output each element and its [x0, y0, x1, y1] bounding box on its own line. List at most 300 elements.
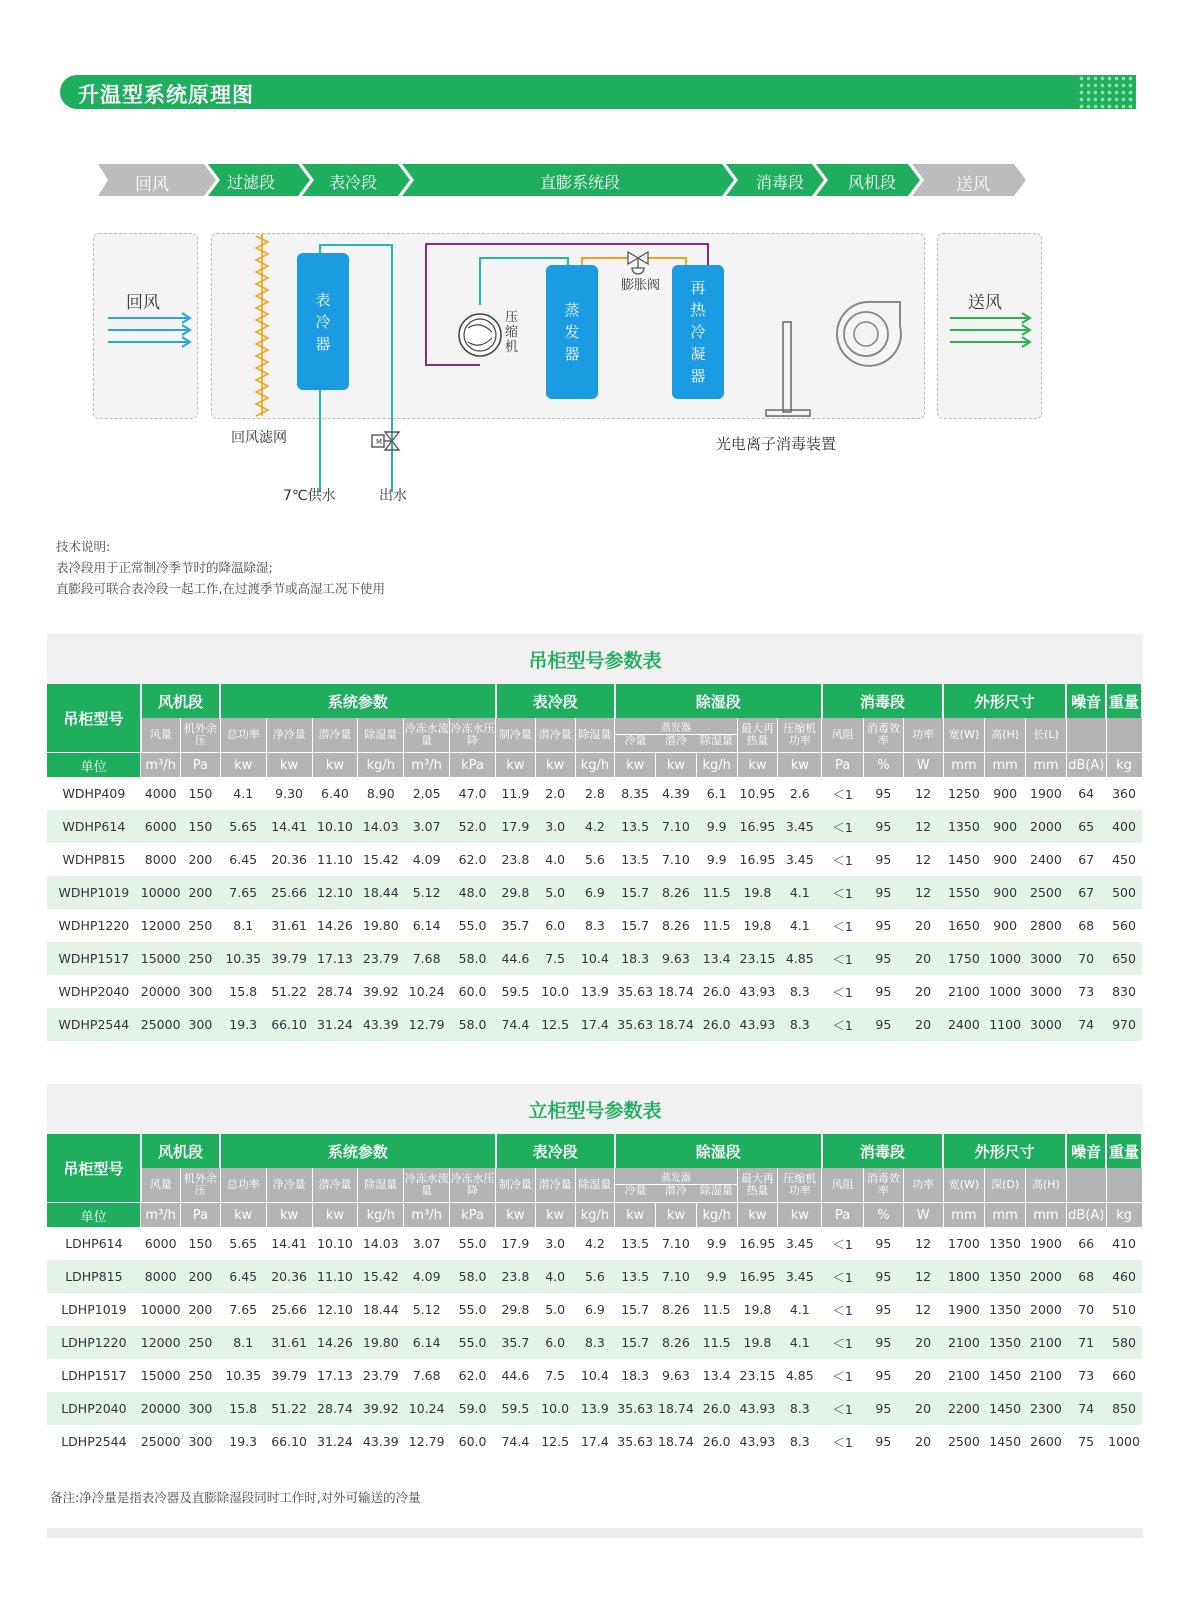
value-cell: 15.7: [621, 918, 650, 933]
condenser-char: 热: [690, 301, 706, 319]
value-cell: 4.0: [535, 1260, 575, 1293]
unit-cell: kw: [737, 1203, 778, 1228]
model-cell: LDHP2040: [47, 1392, 141, 1425]
value-cell: 7.5: [535, 942, 575, 975]
value-cell: 28.74: [312, 1392, 358, 1425]
unit-cell: kw: [220, 753, 266, 778]
value-cell: 8.3: [789, 1434, 810, 1449]
value-cell: 18.74: [658, 984, 694, 999]
table-row: [47, 909, 1142, 942]
condenser-char: 器: [690, 367, 706, 385]
value-cell: 6000: [141, 810, 181, 843]
value-cell: 18.74: [656, 1008, 697, 1041]
table-row: [47, 810, 1142, 843]
compressor-char: 缩: [505, 325, 519, 340]
evap-sub-row: [615, 1185, 736, 1197]
param-table: [47, 684, 1143, 1041]
sub-header: 除湿量: [358, 718, 404, 753]
value-cell: ＜1: [822, 810, 864, 843]
value-cell: 31.24: [317, 1434, 353, 1449]
evap-group-label: 蒸发器: [615, 1173, 736, 1185]
value-cell: 5.65: [220, 810, 266, 843]
value-cell: 55.0: [458, 1302, 487, 1317]
unit-cell: mm: [985, 1203, 1026, 1228]
value-cell: 70: [1066, 942, 1106, 975]
model-header: 吊柜型号: [47, 1134, 141, 1203]
value-cell: 16.95: [737, 810, 778, 843]
value-cell: 4.1: [789, 1302, 810, 1317]
sub-header: 冷冻水压降: [450, 1168, 496, 1203]
value-cell: 31.24: [312, 1008, 358, 1041]
value-cell: 7.68: [404, 942, 450, 975]
evaporator-char: 蒸: [564, 301, 580, 319]
value-cell: 900: [993, 918, 1018, 933]
unit-cell: m³/h: [404, 1203, 450, 1228]
model-cell: WDHP2544: [47, 1008, 141, 1041]
value-cell: 1350: [985, 1260, 1026, 1293]
group-noise: 噪音: [1066, 1134, 1106, 1168]
unit-cell: mm: [985, 753, 1026, 778]
value-cell: 7.10: [656, 810, 697, 843]
evap-sub-row: [615, 735, 736, 747]
value-cell: 25.66: [266, 876, 312, 909]
value-cell: 10.24: [404, 1392, 450, 1425]
value-cell: 900: [985, 876, 1026, 909]
unit-cell: kg: [1106, 753, 1142, 778]
value-cell: 250: [188, 1368, 213, 1383]
value-cell: 200: [181, 1260, 221, 1293]
diagram-lines: [0, 0, 1190, 520]
value-cell: 15.7: [615, 876, 656, 909]
value-cell: 150: [188, 786, 213, 801]
value-cell: 400: [1106, 810, 1142, 843]
group-weight: 重量: [1106, 1134, 1142, 1168]
value-cell: 39.79: [266, 942, 312, 975]
value-cell: 8.3: [584, 918, 605, 933]
value-cell: 35.63: [617, 984, 654, 999]
value-cell: 20: [903, 1008, 943, 1041]
group-dehumid: 除湿段: [615, 1134, 822, 1168]
cooling-coil-char: 冷: [315, 312, 331, 331]
unit-cell: kg/h: [575, 1203, 615, 1228]
value-cell: 10.0: [535, 1392, 575, 1425]
value-cell: 13.9: [575, 1392, 615, 1425]
value-cell: 410: [1112, 1236, 1136, 1251]
value-cell: 500: [1106, 876, 1142, 909]
value-cell: 580: [1106, 1326, 1142, 1359]
table-row: [47, 1008, 1142, 1041]
value-cell: 2100: [1026, 1326, 1067, 1359]
unit-cell: kPa: [450, 1203, 496, 1228]
value-cell: 19.80: [362, 918, 399, 933]
sub-header: 压缩机功率: [778, 718, 822, 753]
value-cell: 7.5: [545, 1368, 566, 1383]
value-cell: 23.8: [496, 1260, 536, 1293]
process-step-supply-air: 送风: [956, 175, 990, 195]
value-cell: 18.44: [358, 876, 404, 909]
value-cell: 43.93: [737, 1008, 778, 1041]
sub-header: 机外余压: [181, 1168, 221, 1203]
value-cell: 2400: [943, 1008, 985, 1041]
value-cell: 9.9: [706, 852, 727, 867]
value-cell: 26.0: [702, 984, 731, 999]
disinfection-label: 光电离子消毒装置: [716, 435, 837, 453]
value-cell: 2100: [947, 1368, 980, 1383]
group-dimensions: 外形尺寸: [943, 1134, 1066, 1168]
evaporator-subheader: [615, 718, 737, 753]
table-hanging-cabinet: [47, 634, 1143, 1041]
value-cell: 10000: [140, 1302, 181, 1317]
value-cell: 59.5: [496, 1392, 536, 1425]
value-cell: 4.09: [412, 852, 441, 867]
value-cell: ＜1: [832, 984, 853, 1000]
model-cell: LDHP2544: [61, 1434, 127, 1449]
sub-header: 潜冷量: [312, 1168, 358, 1203]
value-cell: 14.03: [358, 810, 404, 843]
value-cell: 12.79: [404, 1008, 450, 1041]
value-cell: 66.10: [271, 1434, 307, 1449]
value-cell: 2.8: [584, 786, 605, 801]
value-cell: 12.10: [312, 876, 358, 909]
model-cell: WDHP1019: [47, 876, 141, 909]
value-cell: 15.8: [220, 1392, 266, 1425]
value-cell: 300: [188, 1434, 213, 1449]
table-row: [47, 975, 1142, 1008]
value-cell: 10.95: [739, 786, 776, 801]
value-cell: 8.1: [220, 1326, 266, 1359]
value-cell: 2000: [1026, 810, 1067, 843]
value-cell: 1000: [1108, 1434, 1140, 1449]
model-cell: LDHP614: [65, 1236, 123, 1251]
value-cell: 300: [181, 1392, 221, 1425]
value-cell: 18.74: [658, 1434, 694, 1449]
value-cell: 4.2: [584, 1236, 605, 1251]
unit-cell: kw: [778, 753, 822, 778]
process-step-return-air: 回风: [135, 175, 169, 195]
value-cell: 300: [188, 984, 213, 999]
value-cell: 18.44: [362, 1302, 399, 1317]
supply-air-arrows: [950, 313, 1030, 347]
value-cell: 560: [1112, 918, 1136, 933]
evaporator-coil: [546, 265, 598, 399]
value-cell: 1350: [989, 1236, 1022, 1251]
value-cell: 1350: [985, 1326, 1026, 1359]
process-step-filter: 过滤段: [227, 173, 276, 192]
value-cell: 2.0: [545, 786, 566, 801]
value-cell: 3.45: [785, 1236, 814, 1251]
value-cell: ＜1: [822, 1392, 864, 1425]
value-cell: 73: [1078, 1368, 1095, 1383]
value-cell: 44.6: [496, 942, 536, 975]
value-cell: 17.4: [580, 1434, 609, 1449]
value-cell: 660: [1112, 1368, 1136, 1383]
sub-header-empty: [1106, 718, 1142, 753]
value-cell: 7.65: [220, 876, 266, 909]
value-cell: 11.9: [501, 786, 530, 801]
value-cell: 1000: [989, 984, 1022, 999]
value-cell: 18.3: [621, 1368, 650, 1383]
value-cell: 19.80: [358, 1326, 404, 1359]
value-cell: 95: [875, 1302, 892, 1317]
value-cell: 1900: [1030, 786, 1062, 801]
value-cell: 10.35: [225, 1368, 262, 1383]
value-cell: 3.45: [778, 1260, 822, 1293]
value-cell: 20: [915, 1434, 932, 1449]
sub-header: 制冷量: [496, 1168, 536, 1203]
table-row: [47, 1227, 1142, 1260]
value-cell: 8000: [141, 1260, 181, 1293]
value-cell: 5.12: [404, 876, 450, 909]
sub-header: 消毒效率: [864, 1168, 904, 1203]
value-cell: 2300: [1026, 1392, 1067, 1425]
value-cell: 4.1: [789, 918, 810, 933]
value-cell: 360: [1112, 786, 1136, 801]
value-cell: 4.39: [661, 786, 690, 801]
value-cell: 3000: [1030, 984, 1062, 999]
value-cell: 15000: [140, 1368, 181, 1383]
unit-cell: mm: [1026, 1203, 1067, 1228]
value-cell: 12.5: [535, 1008, 575, 1041]
unit-cell: kw: [266, 1203, 312, 1228]
value-cell: 5.0: [545, 1302, 566, 1317]
value-cell: 23.8: [501, 852, 530, 867]
expansion-valve-label: 膨胀阀: [621, 278, 661, 293]
sub-header: 潜冷量: [535, 718, 575, 753]
table-standing-cabinet: [47, 1084, 1143, 1458]
value-cell: 2200: [943, 1392, 985, 1425]
value-cell: 15000: [141, 942, 181, 975]
value-cell: ＜1: [822, 876, 864, 909]
compressor-icon: [459, 314, 501, 356]
model-cell: WDHP1517: [47, 942, 141, 975]
value-cell: 8000: [144, 852, 177, 867]
model-cell: WDHP2040: [58, 984, 130, 999]
value-cell: 14.26: [312, 1326, 358, 1359]
table-row: [47, 843, 1142, 876]
value-cell: 17.13: [317, 1368, 353, 1383]
value-cell: 19.8: [737, 876, 778, 909]
value-cell: 20.36: [266, 1260, 312, 1293]
value-cell: 5.65: [229, 1236, 258, 1251]
sub-header: 最大再热量: [737, 718, 778, 753]
value-cell: 5.12: [412, 1302, 441, 1317]
value-cell: 66: [1078, 1236, 1095, 1251]
value-cell: 43.39: [358, 1008, 404, 1041]
value-cell: 5.6: [575, 1260, 615, 1293]
value-cell: 73: [1078, 984, 1095, 999]
sub-header: 风阻: [822, 1168, 864, 1203]
value-cell: 12: [915, 1302, 932, 1317]
group-dehumid: 除湿段: [615, 684, 822, 718]
value-cell: 55.0: [458, 918, 487, 933]
value-cell: 1750: [943, 942, 985, 975]
value-cell: 71: [1066, 1326, 1106, 1359]
model-cell: LDHP815: [47, 1260, 141, 1293]
sub-header: 除湿量: [575, 1168, 615, 1203]
value-cell: 3.0: [545, 1236, 566, 1251]
value-cell: 1550: [943, 876, 985, 909]
sub-header-empty: [1066, 1168, 1106, 1203]
unit-cell: Pa: [822, 753, 864, 778]
value-cell: 26.0: [696, 1008, 737, 1041]
table-body: [47, 1227, 1142, 1458]
value-cell: 3.07: [404, 810, 450, 843]
group-dimensions: 外形尺寸: [943, 684, 1066, 718]
value-cell: 450: [1112, 852, 1136, 867]
value-cell: 4.0: [545, 852, 566, 867]
value-cell: 6.14: [404, 1326, 450, 1359]
process-step-dx: 直膨系统段: [540, 173, 621, 192]
value-cell: 460: [1106, 1260, 1142, 1293]
value-cell: 95: [864, 1008, 904, 1041]
table-row: [47, 1392, 1142, 1425]
table-row: [47, 876, 1142, 909]
value-cell: 67: [1078, 852, 1095, 867]
unit-cell: kw: [220, 1203, 266, 1228]
value-cell: 1650: [947, 918, 980, 933]
value-cell: 200: [188, 1302, 213, 1317]
value-cell: 10.4: [580, 1368, 609, 1383]
group-disinfection: 消毒段: [822, 684, 943, 718]
value-cell: 17.9: [496, 810, 536, 843]
value-cell: 970: [1106, 1008, 1142, 1041]
sub-header: 高(H): [985, 718, 1026, 753]
disinfection-device-icon: [766, 322, 810, 416]
value-cell: 16.95: [739, 1236, 776, 1251]
value-cell: 2.05: [412, 786, 441, 801]
value-cell: 95: [875, 1434, 892, 1449]
value-cell: 2.6: [789, 786, 810, 801]
reheat-condenser-coil: [672, 265, 724, 399]
unit-cell: kw: [615, 1203, 656, 1228]
valve-mark: M: [376, 438, 383, 446]
value-cell: 1900: [1030, 1236, 1062, 1251]
value-cell: 20000: [141, 1392, 181, 1425]
value-cell: 44.6: [501, 1368, 530, 1383]
unit-label: 单位: [47, 1203, 141, 1228]
value-cell: 43.39: [362, 1434, 399, 1449]
process-step-disinfection: 消毒段: [756, 173, 805, 192]
value-cell: 13.5: [621, 852, 650, 867]
unit-cell: m³/h: [141, 1203, 181, 1228]
value-cell: 68: [1078, 918, 1095, 933]
model-cell: WDHP1220: [58, 918, 130, 933]
unit-cell: kw: [266, 753, 312, 778]
unit-cell: mm: [943, 1203, 985, 1228]
units-row: [47, 1203, 1142, 1228]
value-cell: 8.3: [789, 984, 810, 999]
sub-header: 机外余压: [181, 718, 221, 753]
value-cell: 3.45: [778, 810, 822, 843]
sub-header: 功率: [903, 1168, 943, 1203]
value-cell: 67: [1066, 876, 1106, 909]
value-cell: 14.26: [317, 918, 353, 933]
value-cell: 8.26: [661, 918, 690, 933]
model-cell: LDHP1019: [61, 1302, 127, 1317]
value-cell: 15.42: [358, 1260, 404, 1293]
value-cell: 7.10: [656, 1260, 697, 1293]
value-cell: 11.5: [702, 918, 731, 933]
value-cell: 68: [1066, 1260, 1106, 1293]
value-cell: 11.10: [317, 852, 353, 867]
value-cell: 3.45: [785, 852, 814, 867]
value-cell: 250: [181, 1326, 221, 1359]
sub-header: 潜冷量: [535, 1168, 575, 1203]
sub-header: 潜冷: [664, 1184, 687, 1197]
value-cell: 95: [875, 1368, 892, 1383]
table-title: 立柜型号参数表: [47, 1084, 1143, 1134]
unit-cell: kg/h: [358, 753, 404, 778]
value-cell: 10.4: [575, 942, 615, 975]
value-cell: 4.1: [233, 786, 254, 801]
value-cell: 58.0: [450, 1008, 496, 1041]
table-row: [47, 1359, 1142, 1392]
table-row: [47, 1293, 1142, 1326]
value-cell: 23.79: [362, 1368, 399, 1383]
value-cell: 2400: [1030, 852, 1062, 867]
notes-title: 技术说明:: [56, 539, 111, 554]
value-cell: 19.8: [743, 1302, 772, 1317]
value-cell: 95: [875, 852, 892, 867]
value-cell: 19.8: [737, 1326, 778, 1359]
value-cell: ＜1: [822, 1008, 864, 1041]
value-cell: 2600: [1030, 1434, 1062, 1449]
value-cell: 51.22: [271, 984, 307, 999]
value-cell: 1350: [943, 810, 985, 843]
value-cell: 6.45: [229, 852, 258, 867]
unit-label: 单位: [47, 753, 141, 778]
value-cell: ＜1: [832, 1302, 853, 1318]
value-cell: 13.5: [615, 1260, 656, 1293]
value-cell: 95: [864, 810, 904, 843]
value-cell: 65: [1066, 810, 1106, 843]
value-cell: 43.93: [737, 1392, 778, 1425]
value-cell: 6.9: [575, 876, 615, 909]
value-cell: 60.0: [458, 984, 487, 999]
value-cell: 4.09: [404, 1260, 450, 1293]
value-cell: 6.0: [535, 1326, 575, 1359]
sub-header: 宽(W): [943, 718, 985, 753]
value-cell: 13.5: [621, 1236, 650, 1251]
section-title: 升温型系统原理图: [78, 83, 254, 107]
value-cell: 60.0: [458, 1434, 487, 1449]
value-cell: 9.63: [656, 942, 697, 975]
value-cell: 13.4: [696, 942, 737, 975]
unit-cell: dB(A): [1066, 753, 1106, 778]
unit-cell: mm: [943, 753, 985, 778]
value-cell: 75: [1078, 1434, 1095, 1449]
unit-cell: kw: [535, 1203, 575, 1228]
sub-header: 总功率: [220, 718, 266, 753]
unit-cell: %: [864, 1203, 904, 1228]
sub-header: 冷冻水流量: [404, 718, 450, 753]
value-cell: 150: [188, 1236, 213, 1251]
sub-header: 总功率: [220, 1168, 266, 1203]
value-cell: 95: [864, 1260, 904, 1293]
value-cell: 15.7: [621, 1302, 650, 1317]
model-cell: LDHP1220: [47, 1326, 141, 1359]
supply-water-label: 7℃供水: [283, 488, 336, 504]
sub-header: 冷量: [624, 734, 647, 747]
model-cell: WDHP409: [62, 786, 126, 801]
value-cell: 12000: [140, 918, 181, 933]
value-cell: 6.40: [321, 786, 349, 801]
sub-header: 风量: [141, 718, 181, 753]
model-cell: WDHP614: [47, 810, 141, 843]
sub-header: 宽(W): [943, 1168, 985, 1203]
value-cell: 7.68: [412, 1368, 441, 1383]
value-cell: 26.0: [696, 1392, 737, 1425]
